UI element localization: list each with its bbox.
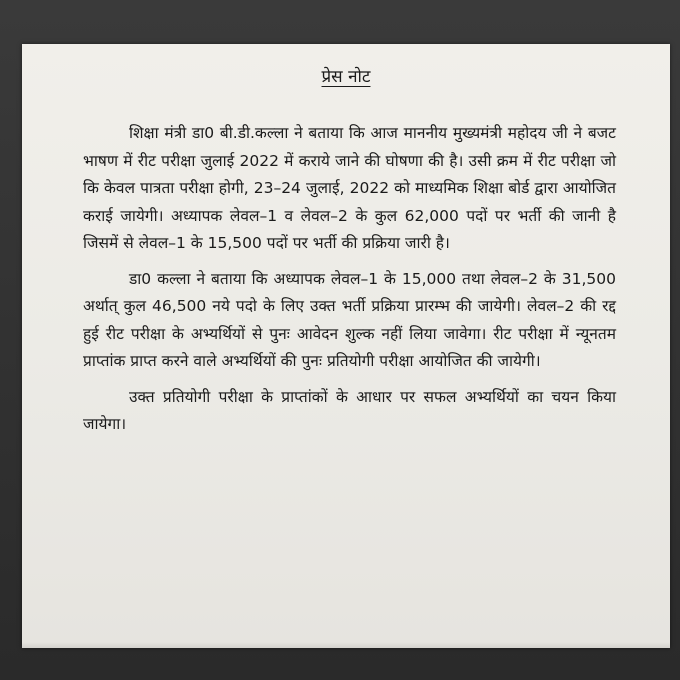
paragraph-2: डा0 कल्ला ने बताया कि अध्यापक लेवल–1 के 15,000 तथा लेवल–2 के 31,500 अर्थात् कुल 46,500 नये पदो के लिए उक्त भर्ती प्रक्रिया प्रारम्भ की जायेगी। लेवल–2 की रद्द हुई रीट परीक्षा के अभ्यर्थियों से पुनः आवेदन शुल्क नहीं लिया जावेगा। रीट परीक्षा में न्यूनतम प्राप्तांक प्राप्त करने वाले अभ्यर्थियों की पुनः प्रतियोगी परीक्षा आयोजित की जायेगी। [83, 269, 616, 370]
page-bottom-shadow [22, 642, 670, 648]
document-body [83, 120, 616, 449]
paragraph-1: शिक्षा मंत्री डा0 बी.डी.कल्ला ने बताया कि आज माननीय मुख्यमंत्री महोदय जी ने बजट भाषण में रीट परीक्षा जुलाई 2022 में कराये जाने की घोषणा की है। उसी क्रम में रीट परीक्षा जो कि केवल पात्रता परीक्षा होगी, 23–24 जुलाई, 2022 को माध्यमिक शिक्षा बोर्ड द्वारा आयोजित कराई जायेगी। अध्यापक लेवल–1 व लेवल–2 के कुल 62,000 पदों पर भर्ती की जानी है जिसमें से लेवल–1 के 15,500 पदों पर भर्ती की प्रक्रिया जारी है। [83, 124, 616, 252]
document-title-text: प्रेस नोट [321, 67, 371, 87]
press-note-page [22, 44, 670, 648]
paragraph-3: उक्त प्रतियोगी परीक्षा के प्राप्तांकों के आधार पर सफल अभ्यर्थियों का चयन किया जायेगा। [83, 387, 616, 433]
document-title [22, 64, 670, 87]
